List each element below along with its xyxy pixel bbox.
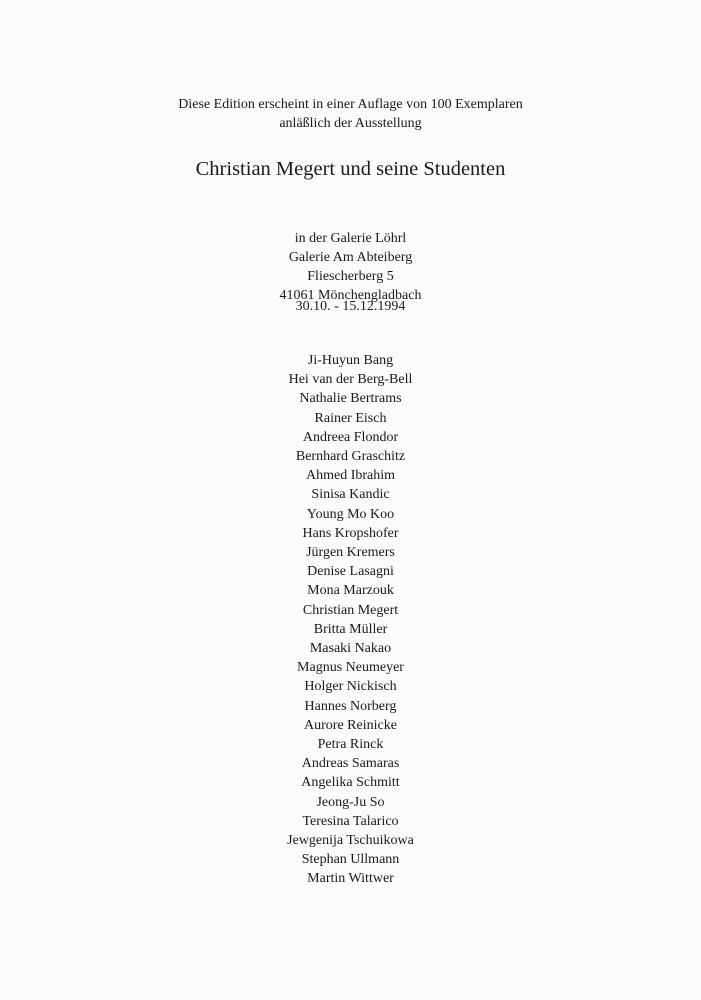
artist-name: Petra Rinck [317,737,384,753]
artist-name: Angelika Schmitt [301,775,400,791]
venue-line-1: in der Galerie Löhrl [294,231,407,246]
artist-name: Bernhard Graschitz [295,449,406,465]
artist-name: Rainer Eisch [314,410,387,426]
venue-address [0,229,701,305]
artist-name: Mona Marzouk [307,583,394,599]
artist-name: Ji-Huyun Bang [307,353,394,368]
artist-name: Aurore Reinicke [304,717,397,733]
artist-name: Andreas Samaras [301,756,400,772]
artist-name: Magnus Neumeyer [297,660,404,676]
artist-name: Teresina Talarico [302,813,399,829]
exhibition-title: Christian Megert und seine Studenten [195,158,506,180]
artist-name: Holger Nickisch [304,679,397,695]
edition-notice-line-1: Diese Edition erscheint in einer Auflage von 100 Exemplaren [178,97,523,112]
artist-name: Hei van der Berg-Bell [288,372,413,388]
artist-name: Denise Lasagni [307,564,394,580]
artist-name: Hans Kropshofer [302,525,399,541]
venue-line-2: Galerie Am Abteiberg [288,250,413,265]
artist-name: Nathalie Bertrams [299,391,402,407]
artist-name: Jewgenija Tschuikowa [287,833,414,849]
artist-name: Jeong-Ju So [316,794,385,810]
artist-name: Masaki Nakao [309,641,392,657]
artist-name: Christian Megert [302,602,399,618]
venue-street: Fliescherberg 5 [307,269,394,284]
exhibition-dates: 30.10. - 15.12.1994 [295,299,406,314]
artist-name: Young Mo Koo [306,506,395,522]
artist-name: Ahmed Ibrahim [305,468,396,484]
edition-notice [0,95,701,133]
artist-name: Jürgen Kremers [306,545,395,561]
artist-name: Stephan Ullmann [301,852,400,868]
artist-name: Andreea Flondor [302,429,399,445]
artist-name: Martin Wittwer [307,871,394,887]
artist-name: Hannes Norberg [304,698,397,714]
artist-list [0,351,701,889]
venue-city: 41061 Mönchengladbach [279,288,422,303]
artist-name: Britta Müller [313,621,388,637]
artist-name: Sinisa Kandic [311,487,390,503]
edition-notice-line-2: anläßlich der Ausstellung [279,116,422,131]
